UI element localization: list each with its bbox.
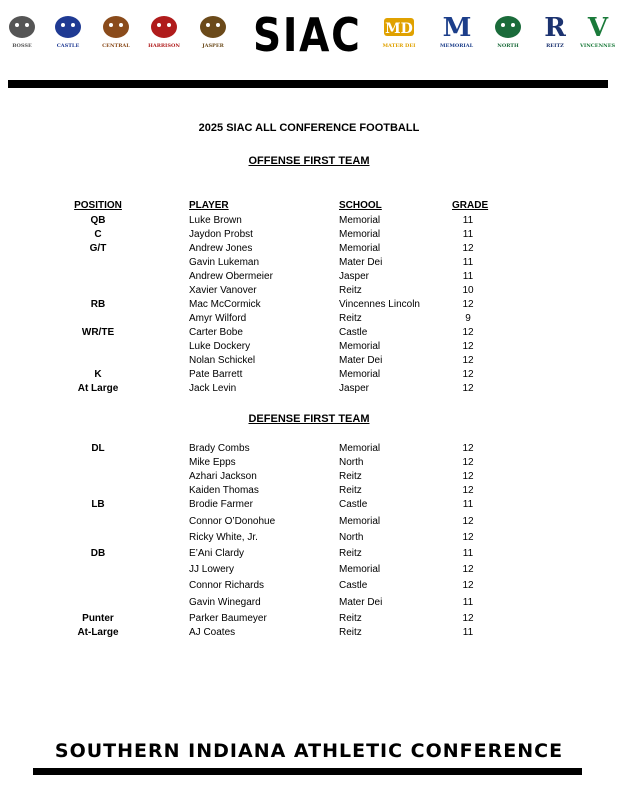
- position-cell: RB: [90, 299, 106, 310]
- school-cell: Castle: [339, 580, 368, 591]
- player-cell: Luke Brown: [189, 215, 242, 226]
- grade-cell: 12: [462, 299, 474, 310]
- grade-cell: 12: [462, 471, 474, 482]
- school-cell: Castle: [339, 499, 368, 510]
- grade-cell: 11: [462, 499, 474, 510]
- school-cell: Reitz: [339, 548, 362, 559]
- mater-dei-mascot-icon: [382, 10, 416, 42]
- harrison-logo: [148, 10, 180, 49]
- player-cell: Nolan Schickel: [189, 355, 256, 366]
- player-cell: Jaydon Probst: [189, 229, 253, 240]
- offense-heading: OFFENSE FIRST TEAM: [248, 155, 370, 167]
- player-cell: Connor Richards: [189, 580, 265, 591]
- grade-cell: 12: [462, 327, 474, 338]
- bosse-logo: [6, 10, 38, 49]
- player-cell: Amyr Wilford: [189, 313, 247, 324]
- svg-text:R: R: [544, 13, 566, 42]
- grade-cell: 12: [462, 516, 474, 527]
- player-cell: Xavier Vanover: [189, 285, 257, 296]
- col-position-header: POSITION: [74, 200, 122, 211]
- grade-cell: 12: [462, 564, 474, 575]
- siac-logo: SIAC: [253, 8, 362, 62]
- grade-cell: 12: [462, 243, 474, 254]
- bosse-logo-label: BOSSE: [12, 43, 32, 49]
- position-cell: WR/TE: [81, 327, 115, 338]
- grade-cell: 11: [462, 548, 474, 559]
- player-cell: Andrew Jones: [189, 243, 253, 254]
- player-cell: Brady Combs: [189, 443, 250, 454]
- harrison-mascot-icon: [148, 10, 180, 42]
- grade-cell: 12: [462, 580, 474, 591]
- player-cell: Andrew Obermeier: [189, 271, 273, 282]
- player-cell: Gavin Lukeman: [189, 257, 260, 268]
- school-cell: Vincennes Lincoln: [339, 299, 420, 310]
- school-cell: Reitz: [339, 471, 362, 482]
- school-cell: Memorial: [339, 341, 381, 352]
- school-cell: North: [339, 532, 364, 543]
- memorial-mascot-icon: [442, 10, 472, 42]
- grade-cell: 12: [462, 341, 474, 352]
- school-cell: Jasper: [339, 383, 370, 394]
- grade-cell: 11: [462, 229, 474, 240]
- school-cell: Mater Dei: [339, 257, 383, 268]
- position-cell: LB: [91, 499, 105, 510]
- central-logo-label: CENTRAL: [102, 43, 130, 49]
- player-cell: Mac McCormick: [189, 299, 261, 310]
- bottom-rule: [33, 768, 582, 775]
- player-cell: Luke Dockery: [189, 341, 251, 352]
- defense-heading: DEFENSE FIRST TEAM: [248, 413, 370, 425]
- vincennes-logo-label: VINCENNES: [580, 43, 616, 49]
- grade-cell: 12: [462, 532, 474, 543]
- player-cell: Carter Bobe: [189, 327, 243, 338]
- central-logo: [100, 10, 132, 49]
- central-mascot-icon: [100, 10, 132, 42]
- school-cell: Memorial: [339, 443, 381, 454]
- school-cell: Memorial: [339, 516, 381, 527]
- grade-cell: 9: [465, 313, 471, 324]
- reitz-mascot-icon: [540, 10, 570, 42]
- vincennes-logo: [580, 10, 615, 49]
- player-cell: AJ Coates: [189, 627, 236, 638]
- position-cell: Punter: [82, 613, 114, 624]
- castle-logo: [52, 10, 84, 49]
- player-cell: Gavin Winegard: [189, 597, 261, 608]
- grade-cell: 10: [462, 285, 474, 296]
- north-logo-label: NORTH: [497, 43, 519, 49]
- svg-text:V: V: [587, 13, 608, 42]
- jasper-logo-label: JASPER: [202, 43, 224, 49]
- harrison-logo-label: HARRISON: [148, 43, 180, 49]
- grade-cell: 11: [462, 215, 474, 226]
- school-cell: Reitz: [339, 485, 362, 496]
- position-cell: K: [94, 369, 102, 380]
- svg-text:M: M: [442, 13, 471, 42]
- memorial-logo: [440, 10, 473, 49]
- position-cell: G/T: [89, 243, 107, 254]
- vincennes-mascot-icon: [583, 10, 613, 42]
- player-cell: E’Ani Clardy: [189, 548, 245, 559]
- grade-cell: 12: [462, 443, 474, 454]
- grade-cell: 12: [462, 457, 474, 468]
- position-cell: At-Large: [77, 627, 119, 638]
- player-cell: JJ Lowery: [189, 564, 235, 575]
- school-cell: Reitz: [339, 285, 362, 296]
- north-logo: [492, 10, 524, 49]
- school-cell: Memorial: [339, 369, 381, 380]
- school-cell: Memorial: [339, 564, 381, 575]
- grade-cell: 11: [462, 257, 474, 268]
- position-cell: C: [94, 229, 102, 240]
- col-grade-header: GRADE: [452, 200, 489, 211]
- mater-dei-logo: [382, 10, 416, 49]
- mater-dei-logo-label: MATER DEI: [382, 43, 416, 49]
- grade-cell: 12: [462, 369, 474, 380]
- school-cell: North: [339, 457, 364, 468]
- conference-footer: SOUTHERN INDIANA ATHLETIC CONFERENCE: [54, 740, 564, 762]
- player-cell: Kaiden Thomas: [189, 485, 259, 496]
- school-cell: Reitz: [339, 313, 362, 324]
- school-cell: Memorial: [339, 229, 381, 240]
- north-mascot-icon: [492, 10, 524, 42]
- school-cell: Memorial: [339, 215, 381, 226]
- col-school-header: SCHOOL: [339, 200, 382, 211]
- position-cell: DB: [90, 548, 106, 559]
- school-cell: Castle: [339, 327, 368, 338]
- player-cell: Brodie Farmer: [189, 499, 253, 510]
- player-cell: Azhari Jackson: [189, 471, 257, 482]
- player-cell: Ricky White, Jr.: [189, 532, 258, 543]
- grade-cell: 12: [462, 613, 474, 624]
- grade-cell: 12: [462, 485, 474, 496]
- player-cell: Parker Baumeyer: [189, 613, 267, 624]
- player-cell: Pate Barrett: [189, 369, 243, 380]
- school-cell: Mater Dei: [339, 597, 383, 608]
- grade-cell: 11: [462, 627, 474, 638]
- grade-cell: 11: [462, 597, 474, 608]
- top-rule: [8, 80, 608, 88]
- position-cell: DL: [91, 443, 105, 454]
- school-cell: Reitz: [339, 627, 362, 638]
- player-cell: Connor O’Donohue: [189, 516, 276, 527]
- grade-cell: 12: [462, 355, 474, 366]
- position-cell: QB: [90, 215, 106, 226]
- grade-cell: 12: [462, 383, 474, 394]
- castle-logo-label: CASTLE: [56, 43, 80, 49]
- bosse-mascot-icon: [6, 10, 38, 42]
- castle-mascot-icon: [52, 10, 84, 42]
- school-cell: Memorial: [339, 243, 381, 254]
- col-player-header: PLAYER: [189, 200, 229, 211]
- reitz-logo-label: REITZ: [546, 43, 564, 49]
- school-cell: Reitz: [339, 613, 362, 624]
- position-cell: At Large: [77, 383, 119, 394]
- player-cell: Jack Levin: [189, 383, 237, 394]
- document-title: 2025 SIAC ALL CONFERENCE FOOTBALL: [198, 122, 420, 134]
- school-cell: Mater Dei: [339, 355, 383, 366]
- school-cell: Jasper: [339, 271, 370, 282]
- grade-cell: 11: [462, 271, 474, 282]
- reitz-logo: [540, 10, 570, 49]
- memorial-logo-label: MEMORIAL: [440, 43, 474, 49]
- jasper-mascot-icon: [197, 10, 229, 42]
- player-cell: Mike Epps: [189, 457, 236, 468]
- jasper-logo: [197, 10, 229, 49]
- svg-text:MD: MD: [385, 21, 413, 37]
